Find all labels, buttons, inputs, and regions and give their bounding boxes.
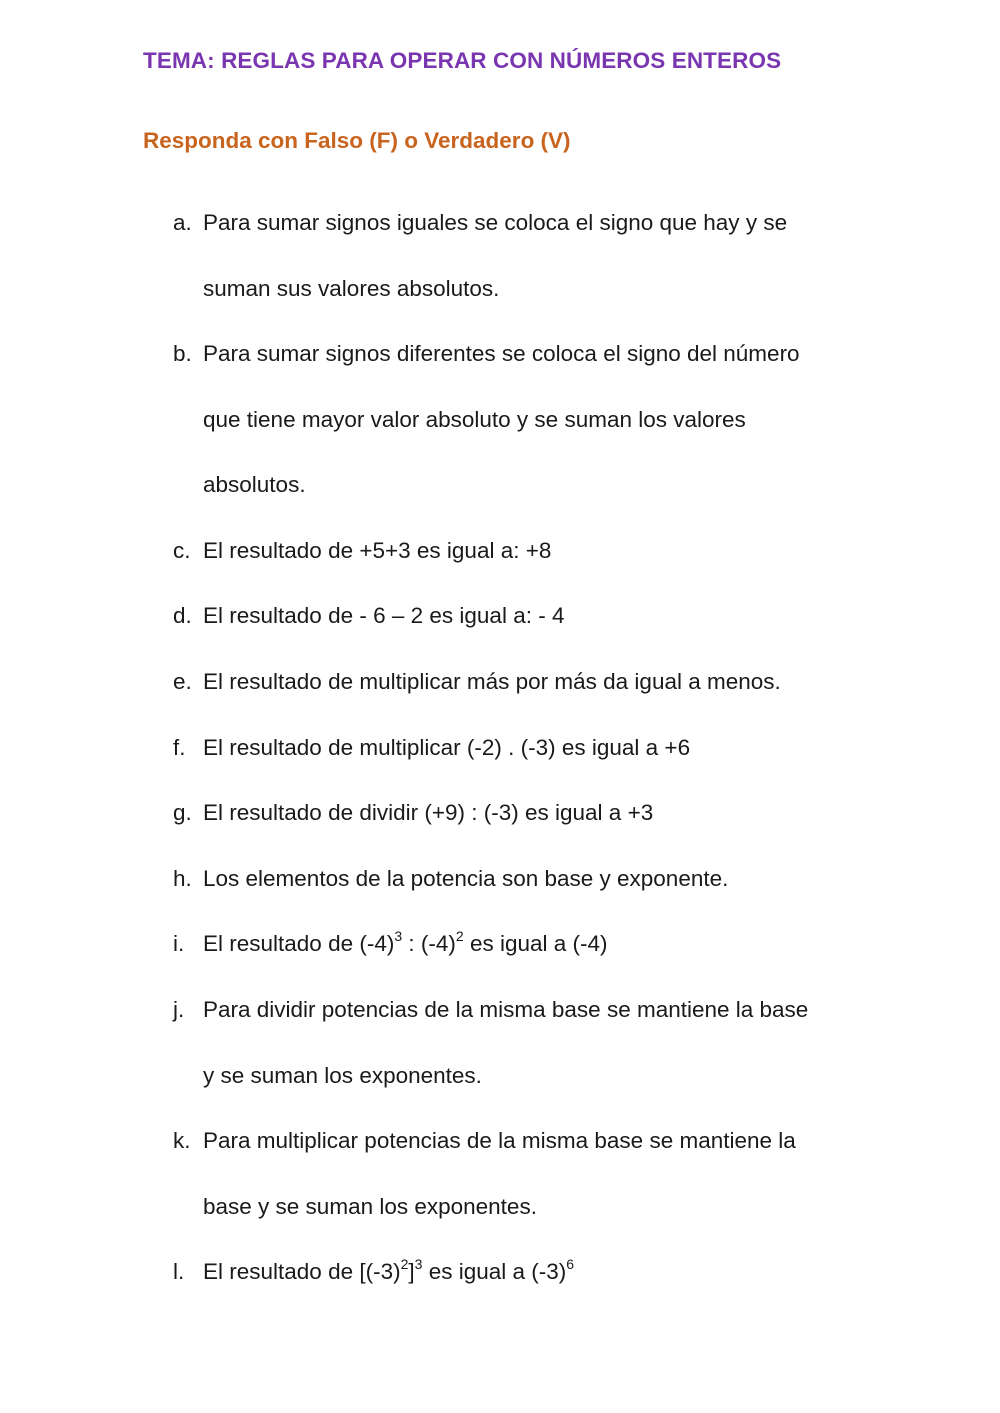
item-letter: i. [173, 931, 185, 956]
item-letter: c. [173, 538, 191, 563]
item-text: Para sumar signos iguales se coloca el signo que hay y se suman sus valores absolutos. [203, 210, 788, 301]
item-letter: h. [173, 866, 192, 891]
item-text: El resultado de multiplicar más por más da igual a menos. [203, 669, 781, 694]
item-text: El resultado de $(-4)^3$ : $(-4)^2$ es igual a (-4) [203, 927, 608, 956]
page-title: TEMA: REGLAS PARA OPERAR CON NÚMEROS ENTEROS [143, 48, 782, 73]
item-text: Los elementos de la potencia son base y exponente. [203, 866, 729, 891]
item-letter: b. [173, 341, 192, 366]
item-letter: j. [173, 997, 185, 1022]
item-text: Para dividir potencias de la misma base se mantiene la base y se suman los exponentes. [203, 997, 809, 1088]
item-text: El resultado de - 6 – 2 es igual a: - 4 [203, 603, 565, 628]
instruction-heading: Responda con Falso (F) o Verdadero (V) [143, 128, 571, 153]
item-letter: a. [173, 210, 192, 235]
item-text: El resultado de +5+3 es igual a: +8 [203, 538, 552, 563]
item-letter: d. [173, 603, 192, 628]
item-letter: g. [173, 800, 192, 825]
item-letter: k. [173, 1128, 191, 1153]
item-text: El resultado de $[(-3)^2]^3$ es igual a $(-3)^6$ [203, 1255, 575, 1284]
item-text: Para multiplicar potencias de la misma base se mantiene la base y se suman los exponentes. [203, 1128, 796, 1219]
item-letter: l. [173, 1259, 185, 1284]
item-text: Para sumar signos diferentes se coloca el signo del número que tiene mayor valor absoluto y se suman los valores absolutos. [203, 341, 800, 497]
item-text: El resultado de multiplicar (-2) . (-3) es igual a +6 [203, 735, 691, 760]
item-letter: f. [173, 735, 186, 760]
item-letter: e. [173, 669, 192, 694]
item-text: El resultado de dividir (+9) : (-3) es igual a +3 [203, 800, 654, 825]
